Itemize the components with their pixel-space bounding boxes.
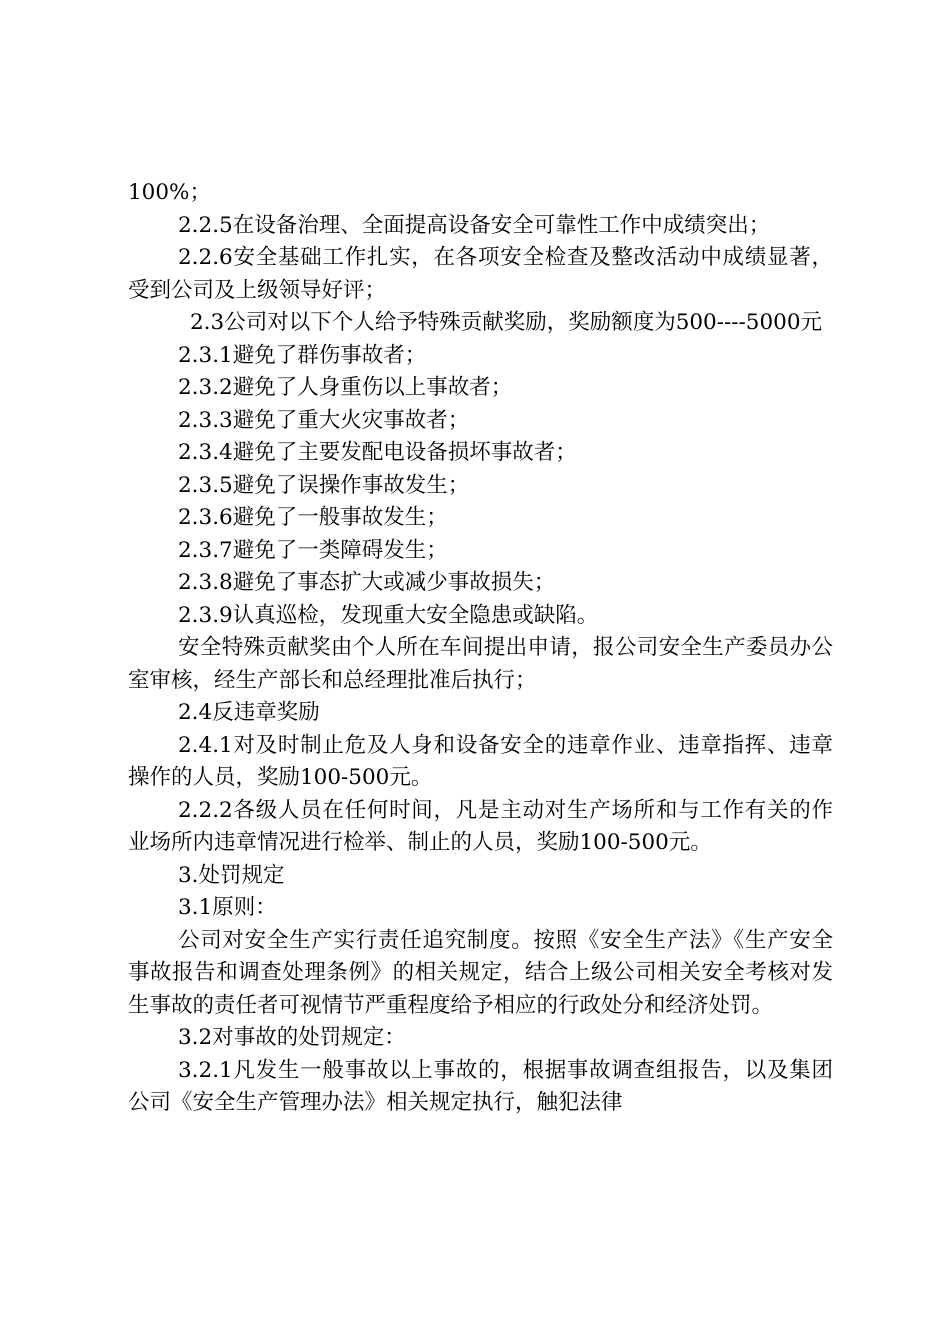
- heading-3-1: 3.1原则：: [178, 895, 277, 920]
- paragraph-3-2-1: 3.2.1凡发生一般事故以上事故的，根据事故调查组报告，以及集团公司《安全生产管理办法》相关规定执行，触犯法律: [128, 1057, 833, 1115]
- paragraph-2-3-5: 2.3.5避免了误操作事故发生；: [178, 472, 470, 498]
- document-page: [128, 177, 833, 1120]
- paragraph-2-3-8: 2.3.8避免了事态扩大或减少事故损失；: [178, 570, 556, 595]
- heading-3-2: 3.2对事故的处罚规定：: [178, 1025, 406, 1050]
- paragraph-continuation: 100%；: [128, 180, 211, 205]
- paragraph-2-3-2: 2.3.2避免了人身重伤以上事故者；: [178, 375, 513, 400]
- heading-3: 3.处罚规定: [178, 862, 285, 888]
- paragraph-special-award: 安全特殊贡献奖由个人所在车间提出申请，报公司安全生产委员办公室审核，经生产部长和总经理批准后执行；: [128, 635, 833, 693]
- paragraph-2-2-5: 2.2.5在设备治理、全面提高设备安全可靠性工作中成绩突出；: [178, 212, 771, 238]
- paragraph-2-3-4: 2.3.4避免了主要发配电设备损坏事故者；: [178, 440, 577, 465]
- paragraph-2-2-6: 2.2.6安全基础工作扎实，在各项安全检查及整改活动中成绩显著，受到公司及上级领导好评；: [128, 245, 833, 303]
- paragraph-2-3-3: 2.3.3避免了重大火灾事故者；: [178, 407, 470, 433]
- paragraph-principle: 公司对安全生产实行责任追究制度。按照《安全生产法》《生产安全事故报告和调查处理条例》的相关规定，结合上级公司相关安全考核对发生事故的责任者可视情节严重程度给予相应的行政处分和经济处罚。: [128, 927, 833, 1018]
- paragraph-2-3-6: 2.3.6避免了一般事故发生；: [178, 505, 448, 530]
- paragraph-2-3: 2.3公司对以下个人给予特殊贡献奖励，奖励额度为500----5000元: [190, 310, 823, 335]
- paragraph-2-3-1: 2.3.1避免了群伤事故者；: [178, 342, 427, 368]
- paragraph-2-4-1: 2.4.1对及时制止危及人身和设备安全的违章作业、违章指挥、违章操作的人员，奖励100-500元。: [128, 732, 833, 790]
- heading-2-4: 2.4反违章奖励: [178, 700, 320, 725]
- paragraph-2-2-2: 2.2.2各级人员在任何时间，凡是主动对生产场所和与工作有关的作业场所内违章情况进行检举、制止的人员，奖励100-500元。: [128, 797, 833, 855]
- paragraph-2-3-9: 2.3.9认真巡检，发现重大安全隐患或缺陷。: [178, 602, 599, 628]
- paragraph-2-3-7: 2.3.7避免了一类障碍发生；: [178, 537, 448, 563]
